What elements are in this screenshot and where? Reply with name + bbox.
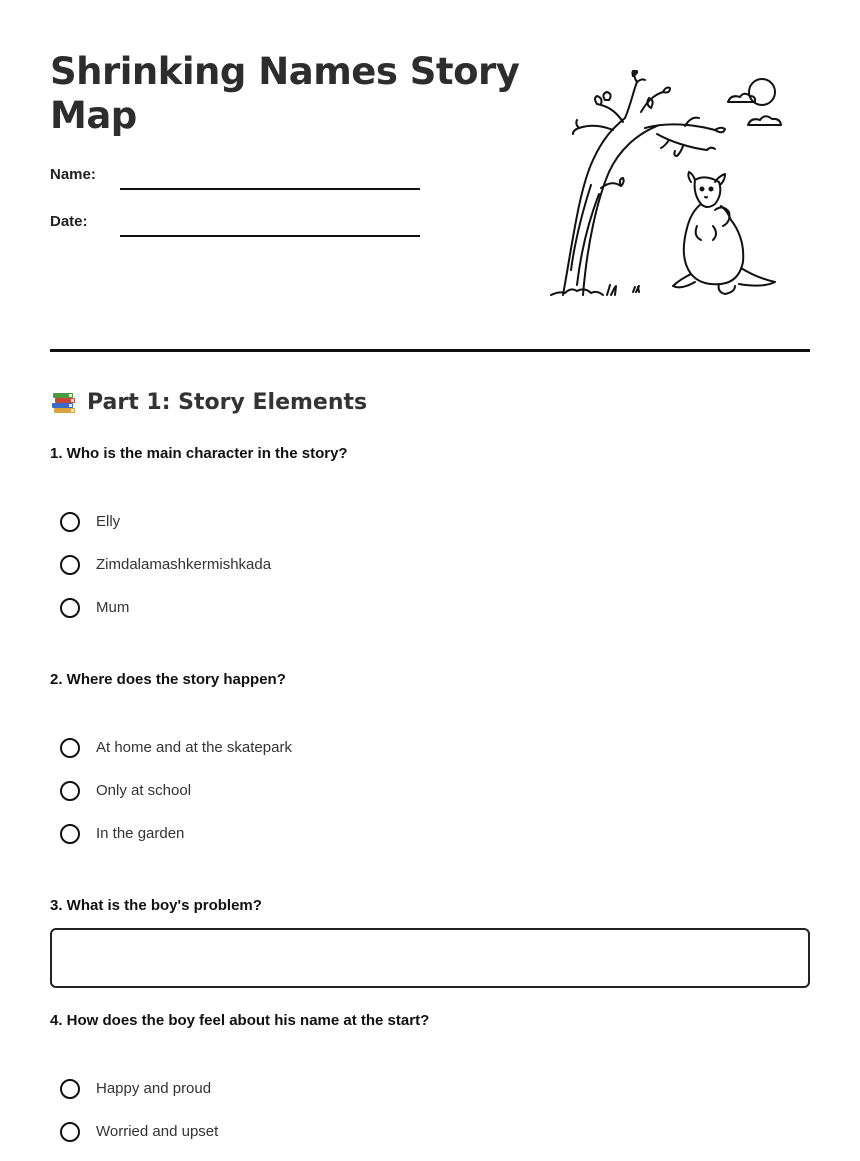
date-field: [50, 211, 420, 232]
q1-option-mum[interactable]: [60, 598, 129, 618]
tree-and-kangaroo-illustration: [545, 70, 795, 302]
q1-option-elly[interactable]: [60, 512, 120, 532]
page-title: Shrinking Names Story Map: [50, 50, 520, 137]
q4-option-worried-upset[interactable]: [60, 1122, 218, 1142]
name-input[interactable]: [120, 164, 420, 190]
section-title-story-elements: [50, 386, 367, 420]
option-label: Worried and upset: [96, 1123, 219, 1140]
radio-button[interactable]: [60, 1122, 80, 1142]
option-label: In the garden: [96, 825, 185, 842]
q1-option-zimdalamashkermishkada[interactable]: [60, 555, 271, 575]
question-1: 1. Who is the main character in the story?: [50, 445, 348, 462]
books-icon: [50, 389, 78, 417]
radio-button[interactable]: [60, 555, 80, 575]
option-label: Happy and proud: [96, 1080, 212, 1097]
option-label: At home and at the skatepark: [96, 739, 292, 756]
option-label: Zimdalamashkermishkada: [96, 556, 272, 573]
radio-button[interactable]: [60, 781, 80, 801]
section-title-text: Part 1: Story Elements: [87, 390, 368, 415]
q3-answer-box[interactable]: [50, 928, 810, 988]
question-3: 3. What is the boy's problem?: [50, 897, 262, 914]
option-label: Only at school: [96, 782, 192, 799]
question-4: 4. How does the boy feel about his name at the start?: [50, 1012, 430, 1029]
radio-button[interactable]: [60, 738, 80, 758]
date-label: Date:: [50, 213, 88, 230]
q2-option-garden[interactable]: [60, 824, 184, 844]
radio-button[interactable]: [60, 512, 80, 532]
worksheet-header: [50, 0, 810, 352]
date-input[interactable]: [120, 211, 420, 237]
name-field: [50, 164, 420, 185]
radio-button[interactable]: [60, 598, 80, 618]
option-label: Elly: [96, 513, 121, 530]
option-label: Mum: [96, 599, 130, 616]
name-label: Name:: [50, 166, 96, 183]
tree-icon: [551, 70, 725, 295]
radio-button[interactable]: [60, 1079, 80, 1099]
q4-option-happy-proud[interactable]: [60, 1079, 211, 1099]
radio-button[interactable]: [60, 824, 80, 844]
cloud-icon-2: [748, 116, 781, 125]
q2-option-home-skatepark[interactable]: [60, 738, 292, 758]
kangaroo-icon: [673, 172, 775, 294]
q2-option-school[interactable]: [60, 781, 191, 801]
worksheet-page: [50, 0, 810, 1140]
question-2: 2. Where does the story happen?: [50, 671, 286, 688]
